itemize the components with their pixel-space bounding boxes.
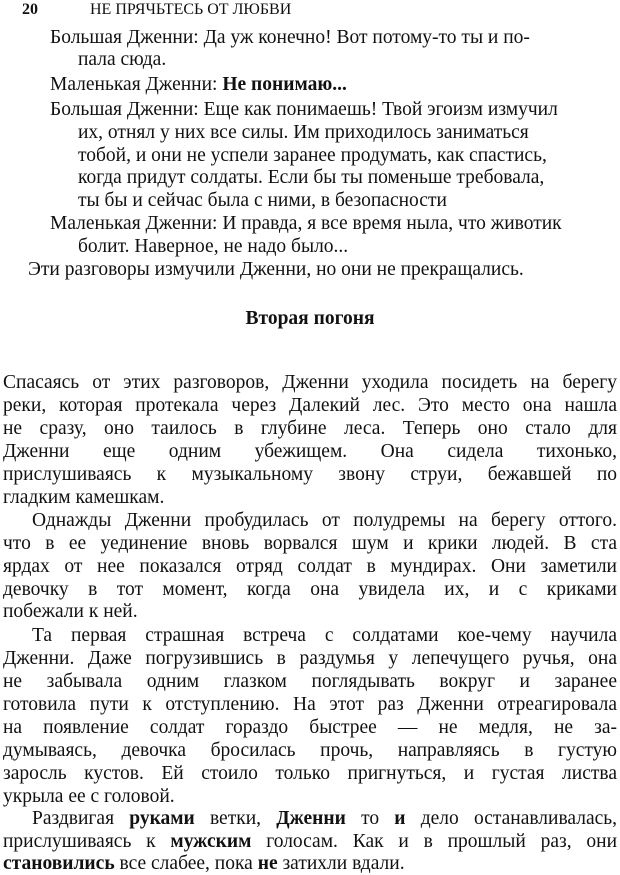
section-title: Вторая погоня xyxy=(245,308,375,329)
running-title: НЕ ПРЯЧЬТЕСЬ ОТ ЛЮБВИ xyxy=(90,1,292,18)
text-line: укрыла ее с головой. xyxy=(3,786,175,807)
dialogue-text: когда придут солдаты. Если бы ты поменьше требовала, xyxy=(78,167,545,188)
text-line: реки, которая протекала через Далекий лес. Это место она нашла xyxy=(3,395,617,416)
dialogue-text: ты бы и сейчас была с ними, в безопасности xyxy=(78,190,447,211)
text-line: становились все слабее, пока не затихли вдали. xyxy=(3,853,405,874)
text-line: не забывала одним глазком поглядывать вокруг и заранее xyxy=(3,671,617,692)
text-line: на появление солдат гораздо быстрее — не медля, не за- xyxy=(3,717,617,738)
text-line: Раздвигая руками ветки, Дженни то и дело останавливалась, xyxy=(32,808,618,829)
text-line: думываясь, девочка бросилась прочь, направляясь в густую xyxy=(3,740,617,761)
text-line: прислушиваясь к музыкальному звону струи, бежавшей по xyxy=(3,464,617,485)
text-line: Спасаясь от этих разговоров, Дженни уходила посидеть на берегу xyxy=(3,372,617,393)
text-line: ярдах от нее показался отряд солдат в мундирах. Они заметили xyxy=(3,556,617,577)
text-line: готовила пути к отступлению. На этот раз Дженни отреагировала xyxy=(3,694,617,715)
text-line: не сразу, оно таилось в глубине леса. Теперь оно стало для xyxy=(3,418,617,439)
dialogue-text: Еще как понимаешь! Твой эгоизм измучил xyxy=(203,99,558,120)
dialogue-text-bold: Не понимаю... xyxy=(222,74,347,95)
text-line: прислушиваясь к мужским голосам. Как и в прошлый раз, они xyxy=(3,831,618,852)
text-line: гладким камешкам. xyxy=(3,487,165,508)
text-line: побежали к ней. xyxy=(3,601,138,622)
dialogue-text: болит. Наверное, не надо было... xyxy=(78,236,349,257)
text-line: Дженни. Даже погрузившись в раздумья у лепечущего ручья, она xyxy=(3,648,617,669)
dialogue-text: И правда, я все время ныла, что животик xyxy=(222,213,562,234)
speaker-name: Большая Дженни: xyxy=(50,27,199,48)
speaker-name: Маленькая Дженни: xyxy=(50,74,218,95)
closing-line: Эти разговоры измучили Дженни, но они не прекращались. xyxy=(28,259,524,280)
text-line: девочку в тот момент, когда она увидела их, и с криками xyxy=(3,579,617,600)
dialogue-text: тобой, и они не успели заранее продумать, как спастись, xyxy=(78,145,547,166)
dialogue-text: их, отнял у них все силы. Им приходилось заниматься xyxy=(78,122,529,143)
speaker-name: Маленькая Дженни: xyxy=(50,213,218,234)
text-line: что в ее уединение вновь ворвался шум и крики людей. В ста xyxy=(3,533,617,554)
text-line: Та первая страшная встреча с солдатами кое-чему научила xyxy=(32,625,617,646)
dialogue-text: Да уж конечно! Вот потому-то ты и по- xyxy=(203,27,530,48)
text-line: заросль кустов. Ей стоило только пригнуться, и густая листва xyxy=(3,763,617,784)
dialogue-text: пала сюда. xyxy=(78,49,167,70)
text-line: Дженни еще одним убежищем. Она сидела тихонько, xyxy=(3,441,617,462)
speaker-name: Большая Дженни: xyxy=(50,99,199,120)
text-line: Однажды Дженни пробудилась от полудремы на берегу оттого. xyxy=(32,510,617,531)
page-number: 20 xyxy=(22,1,38,18)
